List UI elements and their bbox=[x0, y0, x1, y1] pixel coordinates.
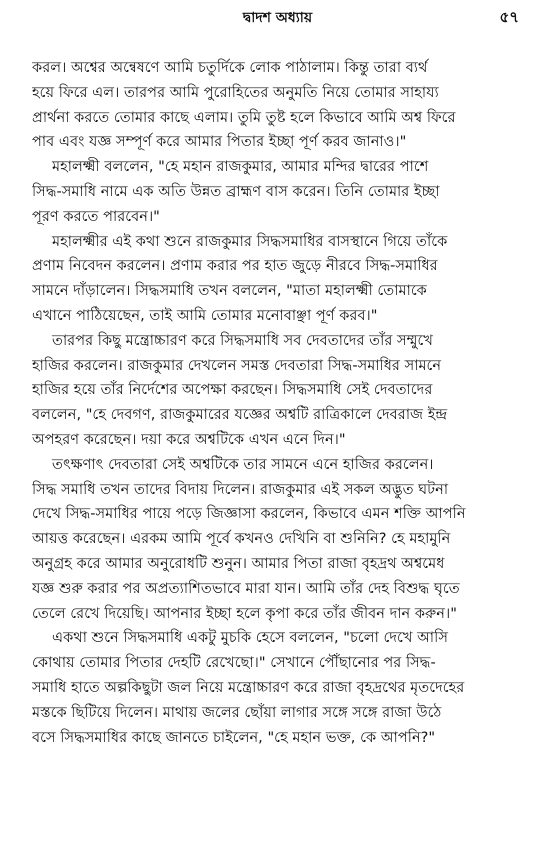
text-line: তেলে রেখে দিয়েছি। আপনার ইচ্ছা হলে কৃপা করে তাঁর জীবন দান করুন।" bbox=[32, 604, 457, 622]
text-line: একথা শুনে সিদ্ধসমাধি একটু মুচকি হেসে বললেন, "চলো দেখে আসি bbox=[52, 629, 448, 647]
body-text bbox=[32, 56, 523, 750]
text-line: সমাধি হাতে অল্পকিছুটা জল নিয়ে মন্ত্রোচ্চারণ করে রাজা বৃহদ্রথের মৃতদেহের bbox=[32, 678, 465, 696]
text-line: যজ্ঞ শুরু করার পর অপ্রত্যাশিতভাবে মারা যান। আমি তাঁর দেহ বিশুদ্ধ ঘৃতে bbox=[32, 579, 460, 597]
paragraph bbox=[32, 56, 523, 155]
text-line: অনুগ্রহ করে আমার অনুরোধটি শুনুন। আমার পিতা রাজা বৃহদ্রথ অশ্বমেধ bbox=[32, 554, 445, 572]
text-line: হয়ে ফিরে এল। তারপর আমি পুরোহিতের অনুমতি নিয়ে তোমার সাহায্য bbox=[32, 83, 439, 101]
text-line: হাজির করলেন। রাজকুমার দেখলেন সমস্ত দেবতারা সিদ্ধ-সমাধির সামনে bbox=[32, 356, 442, 374]
text-line: তারপর কিছু মন্ত্রোচ্চারণ করে সিদ্ধসমাধি সব দেবতাদের তাঁর সম্মুখে bbox=[52, 331, 433, 349]
text-line: হাজির হয়ে তাঁর নির্দেশের অপেক্ষা করছেন। সিদ্ধসমাধি সেই দেবতাদের bbox=[32, 381, 433, 399]
text-line: সামনে দাঁড়ালেন। সিদ্ধসমাধি তখন বললেন, "মাতা মহালক্ষ্মী তোমাকে bbox=[32, 282, 427, 300]
chapter-title: দ্বাদশ অধ্যায় bbox=[242, 10, 313, 26]
text-line: কোথায় তোমার পিতার দেহটি রেখেছো।" সেখানে পৌঁছানোর পর সিদ্ধ- bbox=[32, 654, 436, 672]
text-line: বললেন, "হে দেবগণ, রাজকুমারের যজ্ঞের অশ্বটি রাত্রিকালে দেবরাজ ইন্দ্র bbox=[32, 406, 448, 424]
text-line: আয়ত্ত করেছেন। এরকম আমি পূর্বে কখনও দেখিনি বা শুনিনি? হে মহামুনি bbox=[32, 530, 451, 548]
page-header bbox=[32, 0, 523, 40]
text-line: তৎক্ষণাৎ দেবতারা সেই অশ্বটিকে তার সামনে এনে হাজির করলেন। bbox=[52, 455, 434, 473]
page-number: ৫৭ bbox=[499, 8, 519, 26]
text-line: মহালক্ষ্মী বললেন, "হে মহান রাজকুমার, আমার মন্দির দ্বারের পাশে bbox=[52, 158, 429, 176]
text-line: সিদ্ধ সমাধি তখন তাদের বিদায় দিলেন। রাজকুমার এই সকল অদ্ভুত ঘটনা bbox=[32, 480, 449, 498]
text-line: পূরণ করতে পারবেন।" bbox=[32, 207, 160, 225]
text-line: এখানে পাঠিয়েছেন, তাই আমি তোমার মনোবাঞ্ছা পূর্ণ করব।" bbox=[32, 306, 378, 324]
text-line: দেখে সিদ্ধ-সমাধির পায়ে পড়ে জিজ্ঞাসা করলেন, কিভাবে এমন শক্তি আপনি bbox=[32, 505, 466, 523]
text-line: সিদ্ধ-সমাধি নামে এক অতি উন্নত ব্রাহ্মণ বাস করেন। তিনি তোমার ইচ্ছা bbox=[32, 182, 440, 200]
text-line: করল। অশ্বের অন্বেষণে আমি চতুর্দিকে লোক পাঠালাম। কিন্তু তারা ব্যর্থ bbox=[32, 59, 428, 76]
paragraph bbox=[32, 626, 523, 750]
paragraph bbox=[32, 329, 523, 453]
text-line: প্রণাম নিবেদন করলেন। প্রণাম করার পর হাত জুড়ে নীরবে সিদ্ধ-সমাধির bbox=[32, 257, 438, 275]
text-line: মস্তকে ছিটিয়ে দিলেন। মাথায় জলের ছোঁয়া লাগার সঙ্গে সঙ্গে রাজা উঠে bbox=[32, 703, 442, 721]
text-line: অপহরণ করেছেন। দয়া করে অশ্বটিকে এখন এনে দিন।" bbox=[32, 430, 346, 448]
text-line: বসে সিদ্ধসমাধির কাছে জানতে চাইলেন, "হে মহান ভক্ত, কে আপনি?" bbox=[32, 728, 436, 746]
paragraph bbox=[32, 453, 523, 627]
text-line: মহালক্ষ্মীর এই কথা শুনে রাজকুমার সিদ্ধসমাধির বাসস্থানে গিয়ে তাঁকে bbox=[52, 232, 448, 250]
paragraph bbox=[32, 230, 523, 329]
text-line: প্রার্থনা করতে তোমার কাছে এলাম। তুমি তুষ্ট হলে কিভাবে আমি অশ্ব ফিরে bbox=[32, 108, 456, 126]
paragraph bbox=[32, 155, 523, 229]
text-line: পাব এবং যজ্ঞ সম্পূর্ণ করে আমার পিতার ইচ্ছা পূর্ণ করব জানাও।" bbox=[32, 133, 407, 151]
